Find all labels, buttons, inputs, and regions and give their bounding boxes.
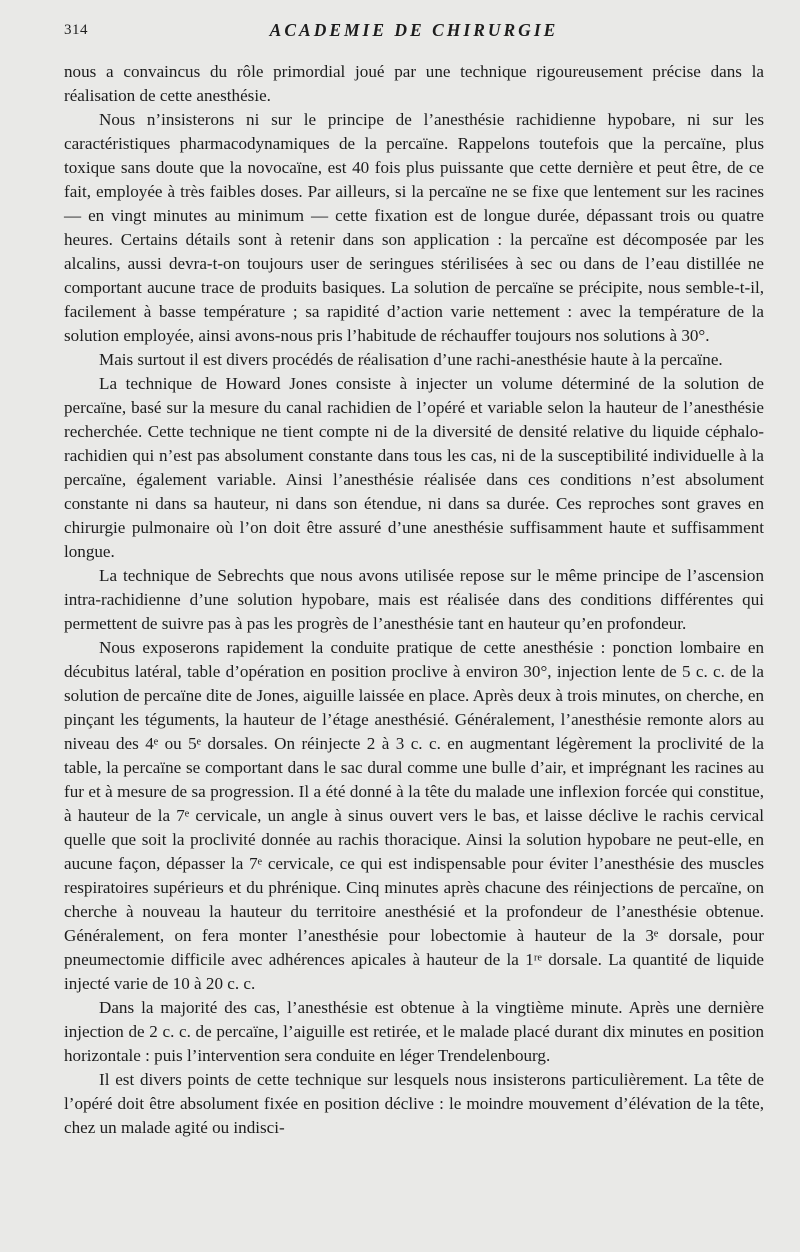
paragraph: nous a convaincus du rôle primordial joué par une technique rigoureusement précise dans la réalisation de cette anesthésie. [64,62,764,105]
article-body [64,60,764,1140]
page-number: 314 [64,22,88,38]
paragraph: Il est divers points de cette technique sur lesquels nous insisterons particulièrement. La tête de l’opéré doit être absolument fixée en position déclive : le moindre mouvement d’élévation de la tête, chez un malade agité ou indisci- [64,1070,764,1137]
paragraph: Dans la majorité des cas, l’anesthésie est obtenue à la vingtième minute. Après une dernière injection de 2 c. c. de percaïne, l’aiguille est retirée, et le malade placé durant dix minutes en position horizontale : puis l’intervention sera conduite en léger Trendelenbourg. [64,998,764,1065]
paragraph: Mais surtout il est divers procédés de réalisation d’une rachi-anesthésie haute à la percaïne. [99,350,723,369]
paragraph: Nous exposerons rapidement la conduite pratique de cette anesthésie : ponction lombaire en décubitus latéral, table d’opération en position proclive à environ 30°, injection lente de 5 c. c. de la solution de percaïne dite de Jones, aiguille laissée en place. Après deux à trois minutes, on cherche, en pinçant les téguments, la hauteur de l’étage anesthésié. Généralement, l’anesthésie remonte alors au niveau des 4ᵉ ou 5ᵉ dorsales. On réinjecte 2 à 3 c. c. en augmentant légèrement la proclivité de la table, la percaïne se comportant dans le sac dural comme une bulle d’air, et imprégnant les racines au fur et à mesure de sa progression. Il a été donné à la tête du malade une inflexion forcée qui constitue, à hauteur de la 7ᵉ cervicale, un angle à sinus ouvert vers le bas, et laisse déclive le rachis cervical quelle que soit la proclivité donnée au rachis thoracique. Ainsi la solution hypobare ne peut-elle, en aucune façon, dépasser la 7ᵉ cervicale, ce qui est indispensable pour éviter l’anesthésie des muscles respiratoires supérieurs et du phrénique. Cinq minutes après chacune des réinjections de percaïne, on cherche à nouveau la hauteur du territoire anesthésié et la profondeur de l’anesthésie obtenue. Généralement, on fera monter l’anesthésie pour lobectomie à hauteur de la 3ᵉ dorsale, pour pneumectomie difficile avec adhérences apicales à hauteur de la 1ʳᵉ dorsale. La quantité de liquide injecté varie de 10 à 20 c. c. [64,638,764,993]
paragraph: La technique de Howard Jones consiste à injecter un volume déterminé de la solution de percaïne, basé sur la mesure du canal rachidien de l’opéré et variable selon la hauteur de l’anesthésie recherchée. Cette technique ne tient compte ni de la diversité de densité relative du liquide céphalo-rachidien qui n’est pas absolument constante dans tous les cas, ni de la susceptibilité individuelle à la percaïne, également variable. Ainsi l’anesthésie réalisée dans ces conditions n’est absolument constante ni dans sa hauteur, ni dans son étendue, ni dans sa durée. Ces reproches sont graves en chirurgie pulmonaire où l’on doit être assuré d’une anesthésie suffisamment haute et suffisamment longue. [64,374,764,561]
paragraph: La technique de Sebrechts que nous avons utilisée repose sur le même principe de l’ascension intra-rachidienne d’une solution hypobare, mais est réalisée dans des conditions différentes qui permettent de suivre pas à pas les progrès de l’anesthésie tant en hauteur qu’en profondeur. [64,566,764,633]
paragraph: Nous n’insisterons ni sur le principe de l’anesthésie rachidienne hypobare, ni sur les caractéristiques pharmacodynamiques de la percaïne. Rappelons toutefois que la percaïne, plus toxique sans doute que la novocaïne, est 40 fois plus puissante que cette dernière et peut être, de ce fait, employée à très faibles doses. Par ailleurs, si la percaïne ne se fixe que lentement sur les racines — en vingt minutes au minimum — cette fixation est de longue durée, dépassant trois ou quatre heures. Certains détails sont à retenir dans son application : la percaïne est décomposée par les alcalins, aussi devra-t-on toujours user de seringues stérilisées à sec ou dans de l’eau distillée ne comportant aucune trace de produits basiques. La solution de percaïne se précipite, nous semble-t-il, facilement à basse température ; sa rapidité d’action varie nettement : avec la température de la solution employée, ainsi avons-nous pris l’habitude de réchauffer toujours nos solutions à 30°. [64,110,764,345]
running-title: ACADEMIE DE CHIRURGIE [269,20,559,40]
page-header [64,14,764,50]
